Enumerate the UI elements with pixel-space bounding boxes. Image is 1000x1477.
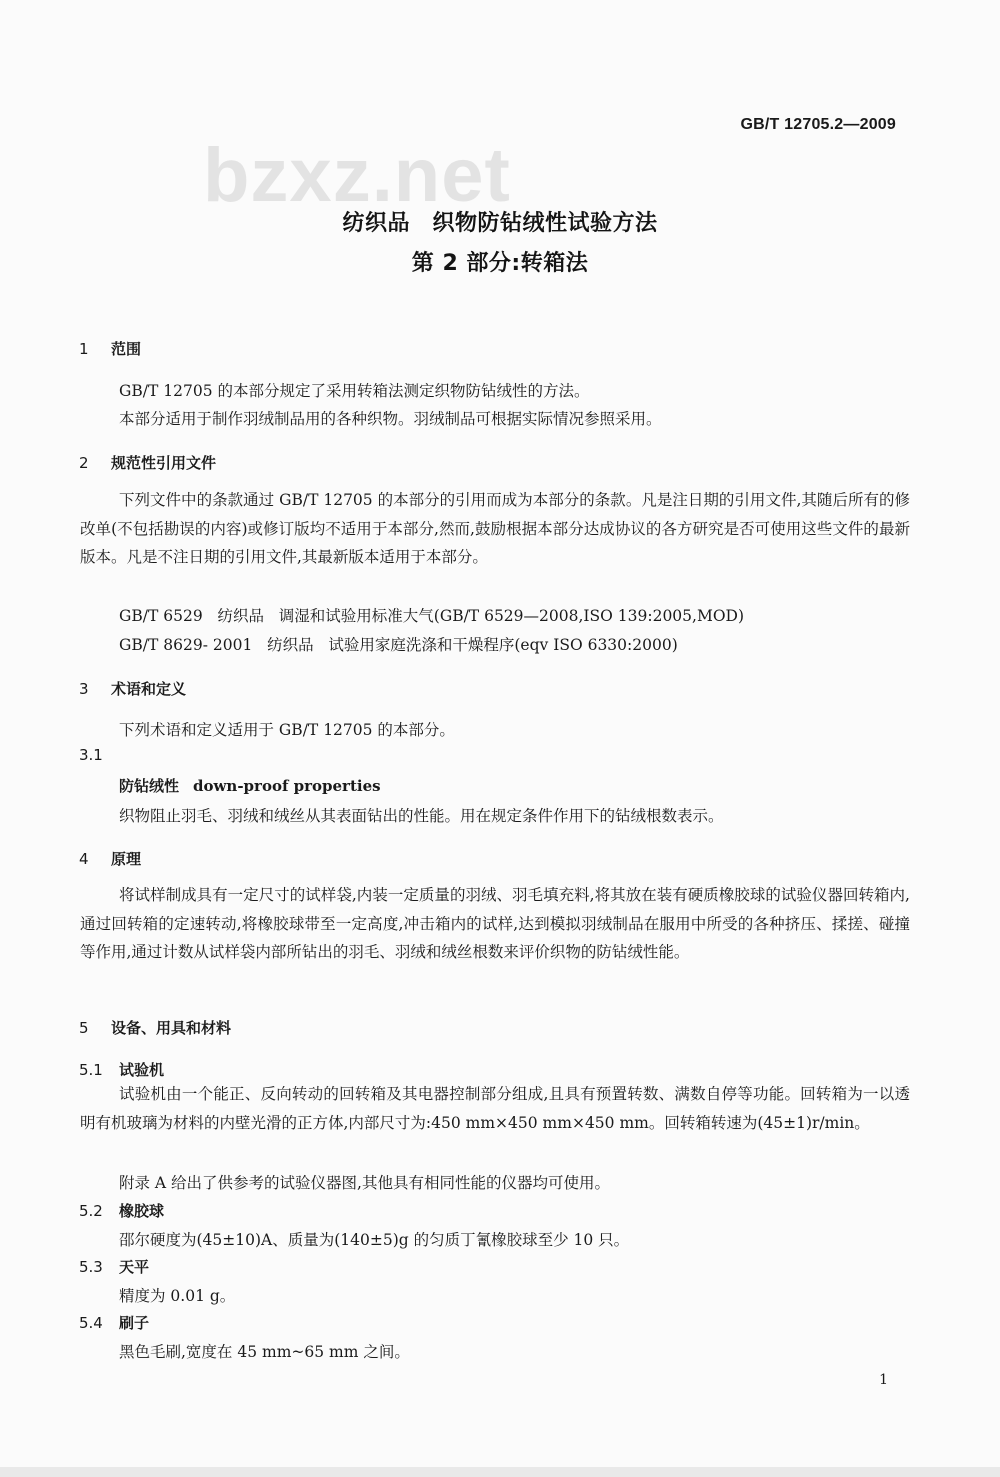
subsection-number: 5.4 <box>79 1314 103 1332</box>
section-title: 范围 <box>111 340 142 358</box>
section-title: 原理 <box>111 850 142 868</box>
page-number: 1 <box>879 1372 888 1388</box>
term-english: down-proof properties <box>193 777 381 795</box>
section-number: 4 <box>79 850 89 868</box>
subsection-title: 刷子 <box>119 1314 150 1332</box>
subsection-title: 天平 <box>119 1258 150 1276</box>
document-subtitle: 第 2 部分:转箱法 <box>411 251 589 276</box>
subsection-5-3-heading <box>79 1256 149 1277</box>
subsection-5-2-text: 邵尔硬度为(45±10)A、质量为(140±5)g 的匀质丁氰橡胶球至少 10 只。 <box>119 1231 630 1249</box>
standard-code: GB/T 12705.2—2009 <box>740 116 896 133</box>
section-5-heading <box>79 1017 231 1038</box>
section-3-heading <box>79 678 186 699</box>
section-2-heading <box>79 452 216 473</box>
section-number: 2 <box>79 454 89 472</box>
section-4-paragraph: 将试样制成具有一定尺寸的试样袋,内装一定质量的羽绒、羽毛填充料,将其放在装有硬质橡胶球的试验仪器回转箱内,通过回转箱的定速转动,将橡胶球带至一定高度,冲击箱内的试样,达到模拟羽绒制品在服用中所受的各种挤压、揉搓、碰撞等作用,通过计数从试样袋内部所钻出的羽毛、羽绒和绒丝根数来评价织物的防钻绒性能。 <box>80 886 910 961</box>
subsection-5-4-text: 黑色毛刷,宽度在 45 mm~65 mm 之间。 <box>119 1343 410 1361</box>
section-title: 规范性引用文件 <box>111 454 217 472</box>
subsection-5-1-heading <box>79 1059 164 1080</box>
term-chinese: 防钻绒性 <box>119 777 180 795</box>
section-number: 1 <box>79 340 89 358</box>
reference-2: GB/T 8629- 2001 纺织品 试验用家庭洗涤和干燥程序(eqv ISO 6330:2000) <box>119 636 678 654</box>
subsection-number: 5.1 <box>79 1061 103 1079</box>
section-1-line-2: 本部分适用于制作羽绒制品用的各种织物。羽绒制品可根据实际情况参照采用。 <box>119 410 662 428</box>
section-2-paragraph: 下列文件中的条款通过 GB/T 12705 的本部分的引用而成为本部分的条款。凡是注日期的引用文件,其随后所有的修改单(不包括勘误的内容)或修订版均不适用于本部分,然而,鼓励根据本部分达成协议的各方研究是否可使用这些文件的最新版本。凡是不注日期的引用文件,其最新版本适用于本部分。 <box>80 491 910 566</box>
subsection-number: 5.2 <box>79 1202 103 1220</box>
page-edge <box>0 1467 1000 1477</box>
watermark: bzxz.net <box>203 133 511 218</box>
subsection-title: 试验机 <box>119 1061 165 1079</box>
section-number: 5 <box>79 1019 89 1037</box>
subsection-5-3-text: 精度为 0.01 g。 <box>119 1287 236 1305</box>
subsection-5-1-paragraph: 试验机由一个能正、反向转动的回转箱及其电器控制部分组成,且具有预置转数、满数自停等功能。回转箱为一以透明有机玻璃为材料的内壁光滑的正方体,内部尺寸为:450 mm×450 mm×450 mm。回转箱转速为(45±1)r/min。 <box>80 1085 910 1132</box>
section-title: 术语和定义 <box>111 680 187 698</box>
section-title: 设备、用具和材料 <box>111 1019 232 1037</box>
subsection-5-2-heading <box>79 1200 164 1221</box>
subsection-number: 5.3 <box>79 1258 103 1276</box>
subsection-3-1-number: 3.1 <box>79 746 103 764</box>
subsection-title: 橡胶球 <box>119 1202 165 1220</box>
section-1-heading <box>79 338 141 359</box>
reference-1: GB/T 6529 纺织品 调湿和试验用标准大气(GB/T 6529—2008,ISO 139:2005,MOD) <box>119 607 745 625</box>
term-definition: 织物阻止羽毛、羽绒和绒丝从其表面钻出的性能。用在规定条件作用下的钻绒根数表示。 <box>119 807 724 825</box>
subsection-5-1-note: 附录 A 给出了供参考的试验仪器图,其他具有相同性能的仪器均可使用。 <box>119 1174 610 1192</box>
section-1-line-1: GB/T 12705 的本部分规定了采用转箱法测定织物防钻绒性的方法。 <box>119 382 590 400</box>
section-3-line-1: 下列术语和定义适用于 GB/T 12705 的本部分。 <box>119 721 455 739</box>
document-title: 纺织品 织物防钻绒性试验方法 <box>342 211 658 236</box>
section-4-heading <box>79 848 141 869</box>
section-number: 3 <box>79 680 89 698</box>
term-name <box>119 775 381 796</box>
subsection-5-4-heading <box>79 1312 149 1333</box>
